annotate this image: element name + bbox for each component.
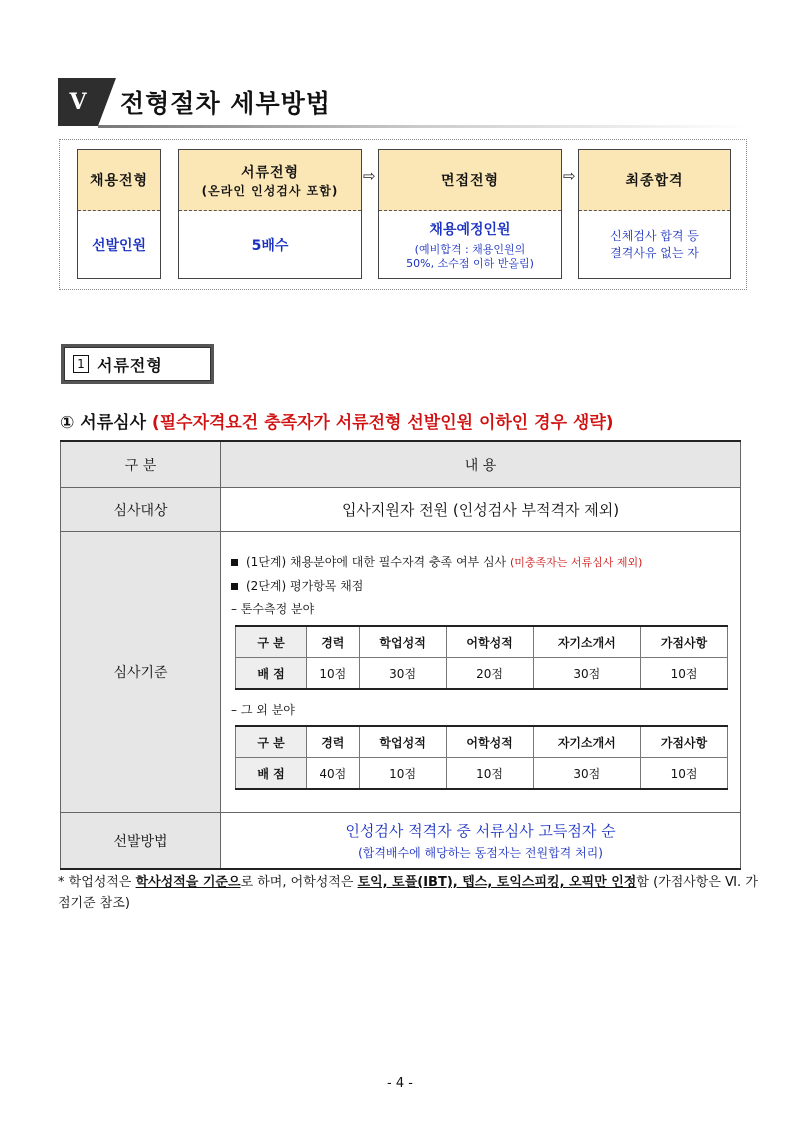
- score-header-cell: 어학성적: [446, 726, 533, 758]
- score-header-cell: 학업성적: [359, 726, 446, 758]
- flow-stage-title: 면접전형: [440, 173, 500, 189]
- score-table-a: [235, 625, 728, 690]
- bullet-square-icon: [231, 559, 238, 566]
- score-header-cell: 가점사항: [641, 626, 728, 658]
- footnote-text: * 학업성적은: [58, 875, 136, 890]
- criteria-step-text: (1단계) 채용분야에 대한 필수자격 충족 여부 심사: [246, 555, 507, 569]
- flow-stage-value: 결격사유 없는 자: [610, 245, 699, 260]
- score-value-cell: 40점: [307, 758, 360, 790]
- flow-stage-title: 최종합격: [625, 173, 684, 189]
- field-label: – 톤수측정 분야: [231, 602, 315, 616]
- flow-stage-value: 채용예정인원: [429, 221, 511, 238]
- flow-stage-title: 채용전형: [89, 173, 149, 189]
- score-value-cell: 10점: [446, 758, 533, 790]
- score-row-label: 배 점: [236, 658, 307, 690]
- field-label: – 그 외 분야: [231, 703, 295, 717]
- table-header-cell: 구 분: [61, 441, 221, 488]
- footnote-emphasis: 토익, 토플(IBT), 텝스, 토익스피킹, 오픽만 인정: [357, 875, 637, 890]
- item-heading: [60, 408, 614, 433]
- row-label: 심사기준: [61, 532, 221, 813]
- section-number: Ⅴ: [58, 78, 98, 126]
- criteria-cell: [221, 532, 741, 813]
- selection-method: 인성검사 적격자 중 서류심사 고득점자 순: [345, 822, 616, 840]
- flow-stage-title: 서류전형: [240, 164, 300, 181]
- score-value-cell: 10점: [359, 758, 446, 790]
- flow-stage-document: [178, 149, 362, 279]
- flow-stage-final: [578, 149, 731, 279]
- footnote-text: 로 하며, 어학성적은: [240, 875, 358, 890]
- page-number: - 4 -: [387, 1076, 413, 1091]
- score-value-row: [236, 658, 728, 690]
- flow-note-line: 50%, 소수점 이하 반올림): [406, 256, 534, 270]
- score-value-cell: 30점: [533, 758, 640, 790]
- criteria-step1: [231, 553, 642, 570]
- score-header-cell: 학업성적: [359, 626, 446, 658]
- flow-stage-subtitle: (온라인 인성검사 포함): [201, 183, 339, 198]
- section-number-tail: [98, 78, 116, 126]
- row-label: 선발방법: [61, 813, 221, 870]
- subsection-header: [61, 344, 214, 384]
- criteria-step-text: (2단계) 평가항목 채점: [246, 579, 364, 593]
- flow-stage-value: 선발인원: [91, 237, 147, 254]
- row-value: 입사지원자 전원 (인성검사 부적격자 제외): [221, 488, 741, 532]
- flow-arrow-icon: ⇨: [563, 167, 576, 185]
- table-row: [61, 488, 741, 532]
- score-header-cell: 경력: [307, 626, 360, 658]
- flow-stage-note: [406, 243, 534, 271]
- item-note: (필수자격요건 충족자가 서류전형 선발인원 이하인 경우 생략): [151, 413, 614, 433]
- table-header-cell: 내 용: [221, 441, 741, 488]
- flow-stage-recruit: [77, 149, 161, 279]
- selection-note: (합격배수에 해당하는 동점자는 전원합격 처리): [358, 846, 603, 860]
- footnote-text: 함 (가점사항은 Ⅵ. 가점기준 참조): [58, 875, 758, 911]
- subsection-title: 서류전형: [97, 355, 163, 375]
- flow-stage-value: 5배수: [251, 237, 289, 254]
- score-table-b: [235, 725, 728, 790]
- score-value-cell: 10점: [641, 758, 728, 790]
- score-value-cell: 30점: [359, 658, 446, 690]
- flow-stage-interview: [378, 149, 562, 279]
- footnote-emphasis: 학사성적을 기준으: [135, 875, 241, 890]
- score-header-cell: 어학성적: [446, 626, 533, 658]
- subsection-number: 1: [73, 355, 89, 373]
- document-screening-table: [60, 440, 741, 870]
- score-header-row: [236, 726, 728, 758]
- score-header-cell: 구 분: [236, 626, 307, 658]
- flow-note-line: (예비합격 : 채용인원의: [414, 242, 526, 256]
- score-header-cell: 구 분: [236, 726, 307, 758]
- score-header-cell: 자기소개서: [533, 726, 640, 758]
- table-row: [61, 532, 741, 813]
- score-header-cell: 자기소개서: [533, 626, 640, 658]
- flow-stage-value: 신체검사 합격 등: [610, 228, 699, 243]
- process-flow: [59, 139, 747, 290]
- criteria-step2: [231, 577, 363, 594]
- section-title: 전형절차 세부방법: [120, 89, 331, 118]
- table-row: [61, 813, 741, 870]
- footnote: [58, 872, 758, 914]
- score-row-label: 배 점: [236, 758, 307, 790]
- score-value-row: [236, 758, 728, 790]
- score-header-cell: 경력: [307, 726, 360, 758]
- score-value-cell: 10점: [641, 658, 728, 690]
- score-header-cell: 가점사항: [641, 726, 728, 758]
- row-value: [221, 813, 741, 870]
- section-header: [58, 78, 748, 128]
- table-header-row: [61, 441, 741, 488]
- score-value-cell: 20점: [446, 658, 533, 690]
- criteria-step-note: (미충족자는 서류심사 제외): [509, 556, 643, 569]
- score-value-cell: 10점: [307, 658, 360, 690]
- score-header-row: [236, 626, 728, 658]
- section-underline: [98, 125, 748, 128]
- score-value-cell: 30점: [533, 658, 640, 690]
- bullet-square-icon: [231, 583, 238, 590]
- item-label: ① 서류심사: [60, 413, 146, 433]
- row-label: 심사대상: [61, 488, 221, 532]
- flow-arrow-icon: ⇨: [363, 167, 376, 185]
